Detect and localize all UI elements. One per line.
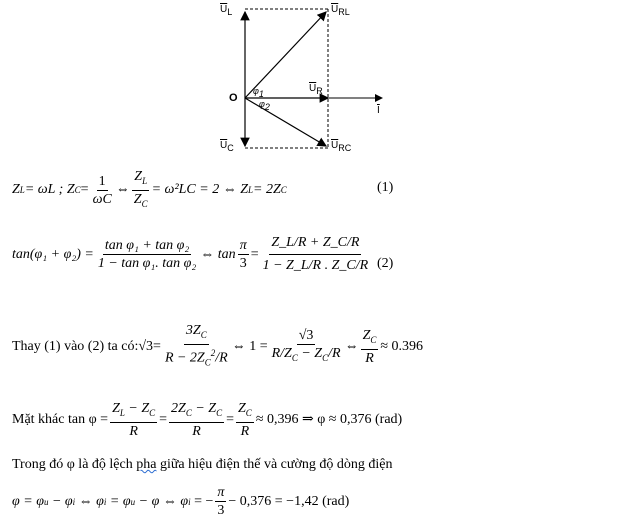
label-ur: $\overline{U}_R$	[309, 83, 323, 96]
label-uc: $\overline{U}_C$	[220, 140, 234, 153]
label-urc: $\overline{U}_{RC}$	[331, 140, 352, 153]
equation-1: Z L = ωL ; Z C = $\frac{1}{\omega C}$ ⇔ $\frac{Z_L}{Z_C}$ = ω²LC = 2 ⇔ Z L = 2Z C	[12, 169, 287, 209]
equation-2-tag: (2)	[377, 256, 394, 271]
equation-3: Thay (1) vào (2) ta có: √3 = $\frac{3Z_C}{R - 2Z_C^2/R}$ ⇔ 1 = $\frac{√3}{R/Z_C - Z_C/R}$ ⇔ $\frac{Z_C}{R}$ ≈ 0.396	[12, 323, 424, 368]
label-phi2: $\varphi_2$	[259, 99, 270, 112]
equation-6: φ = φ u − φ i ⇔ φ i = φ u − φ ⇔ φ i = − $\frac{\pi}{3}$ − 0,376 = −1,42 (rad)	[12, 485, 350, 518]
label-url: $\overline{U}_{RL}$	[331, 4, 350, 17]
label-origin: O	[229, 92, 238, 104]
urc-vector	[245, 98, 326, 146]
equation-4: Mặt khác tan φ = $\frac{Z_L - Z_C}{R}$ = $\frac{2Z_C - Z_C}{R}$ = $\frac{Z_C}{R}$ ≈ 0,396 ⇒ φ ≈ 0,376 (rad)	[12, 401, 403, 439]
label-phi1: $\varphi_1$	[253, 86, 264, 99]
label-i: $\overline{I}$	[377, 105, 380, 116]
text-line-5: Trong đó φ là độ lệch pha giữa hiệu điện thế và cường độ dòng điện	[12, 457, 393, 472]
label-ul: $\overline{U}_L$	[220, 4, 233, 17]
equation-1-tag: (1)	[377, 180, 394, 195]
equation-2: tan(φ₁ + φ₂) = $\frac{\text{tan φ₁ + tan φ₂}}{\text{1 − tan φ₁. tan φ₂}}$ ⇔ tan $\frac{\pi}{3}$ = $\frac{Z\_L/R + Z\_C/R}{1 - Z\_L/R . Z\_C/R}$	[12, 232, 372, 277]
phasor-diagram	[210, 0, 410, 160]
